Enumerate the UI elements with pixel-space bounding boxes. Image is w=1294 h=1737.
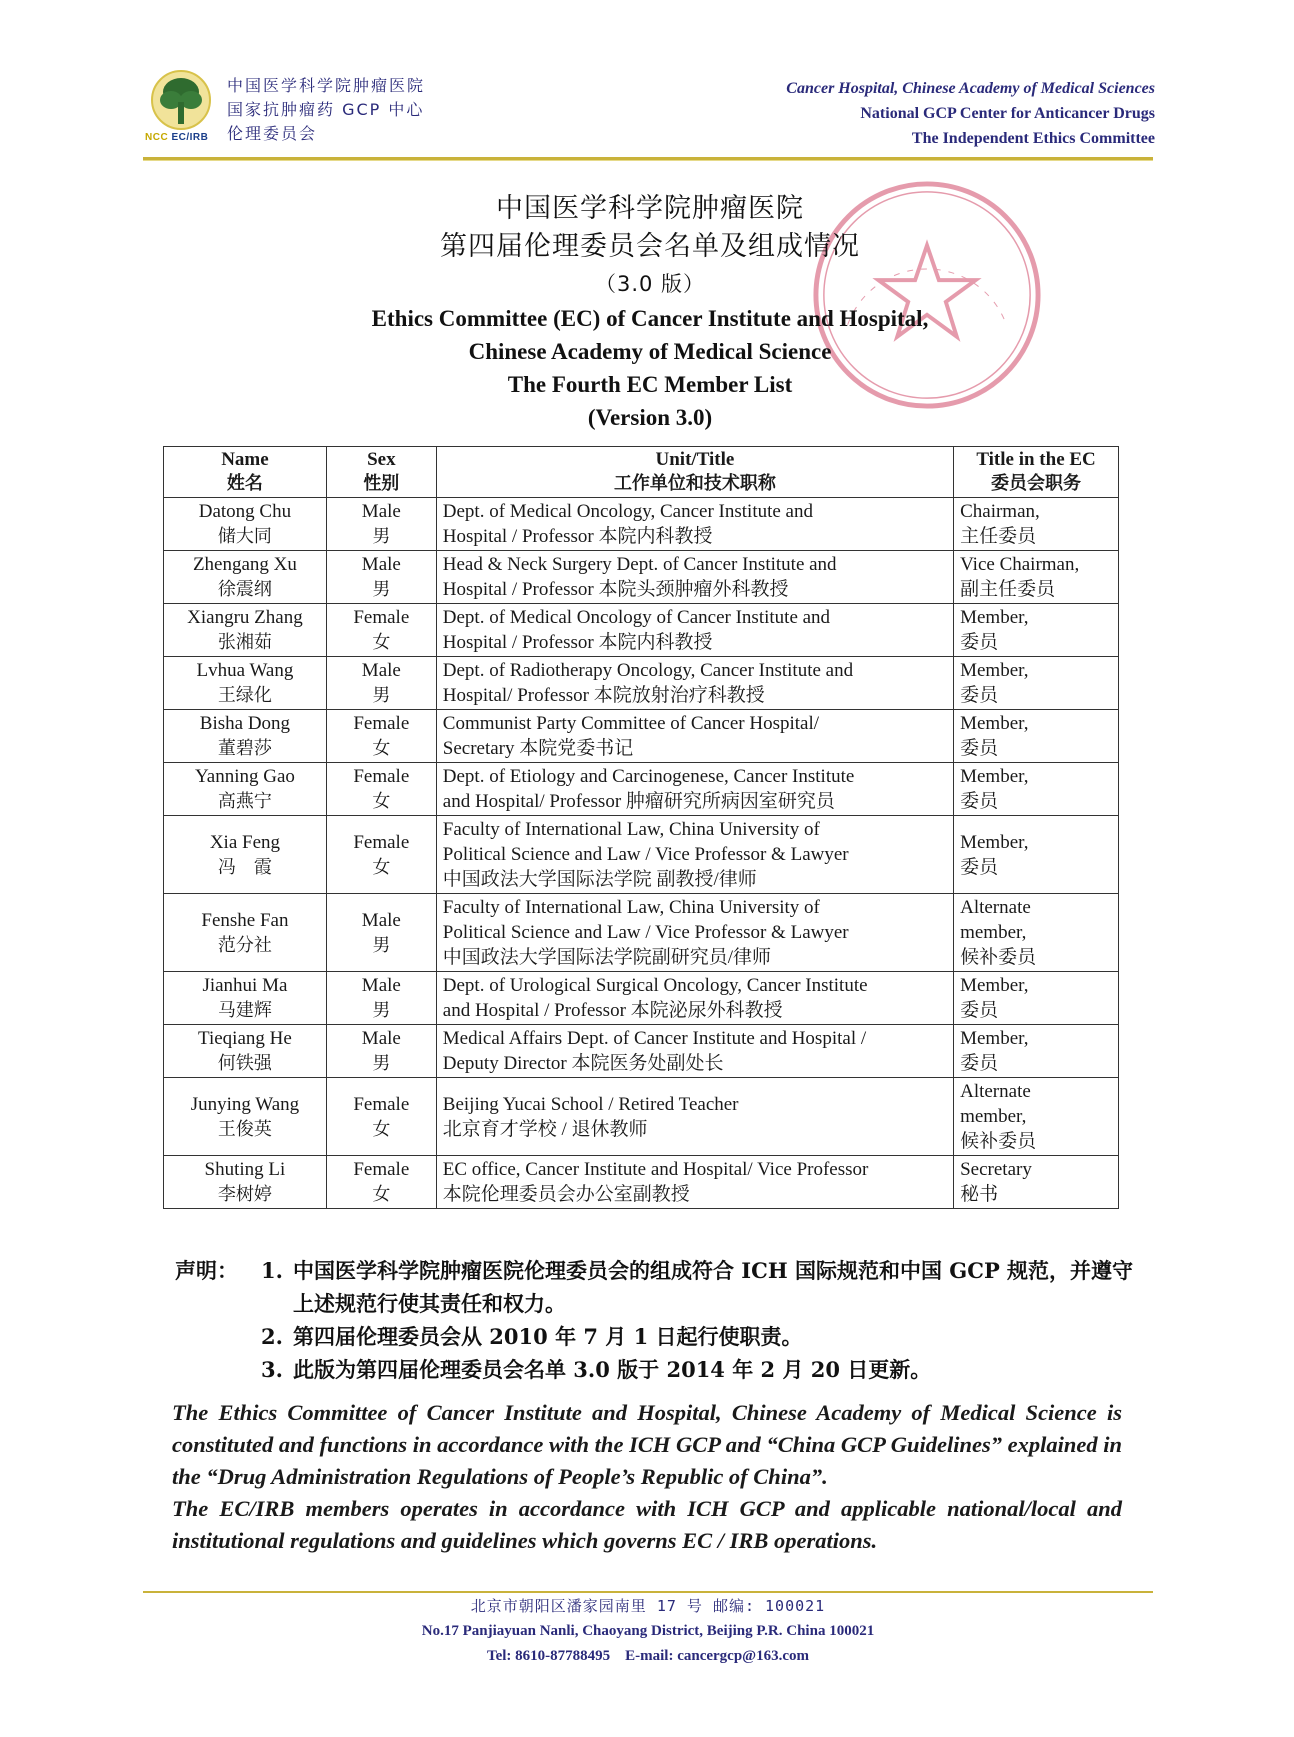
letterhead-cn-line: 国家抗肿瘤药 GCP 中心 — [227, 100, 425, 119]
member-name-cell: Xiangru Zhang 张湘茹 — [164, 604, 327, 657]
member-unit-cell: Dept. of Etiology and Carcinogenese, Cancer Institute and Hospital/ Professor 肿瘤研究所病因室研究员 — [436, 763, 953, 816]
statement-paragraph: The EC/IRB members operates in accordance with ICH GCP and applicable national/local and institutional regulations and guidelines which governs EC / IRB operations. — [172, 1496, 1122, 1553]
table-row — [164, 657, 1119, 710]
member-sex-cell: Male 男 — [326, 551, 436, 604]
letterhead-en-line: Cancer Hospital, Chinese Academy of Medical Sciences — [786, 80, 1155, 97]
member-role-cell: Chairman, 主任委员 — [954, 498, 1119, 551]
declaration — [175, 1254, 1135, 1386]
letterhead-en — [786, 76, 1155, 151]
member-unit-cell: Dept. of Medical Oncology of Cancer Institute and Hospital / Professor 本院内科教授 — [436, 604, 953, 657]
document-title — [250, 190, 1050, 434]
logo-caption: NCC EC/IRB — [145, 132, 209, 143]
table-row — [164, 1025, 1119, 1078]
title-en-line: Chinese Academy of Medical Science — [468, 339, 832, 364]
member-name-cell: Bisha Dong 董碧莎 — [164, 710, 327, 763]
column-header-unit: Unit/Title 工作单位和技术职称 — [436, 447, 953, 498]
title-cn-line: 第四届伦理委员会名单及组成情况 — [440, 231, 860, 262]
member-sex-cell: Female 女 — [326, 816, 436, 894]
table-header-row — [164, 447, 1119, 498]
member-unit-cell: Head & Neck Surgery Dept. of Cancer Institute and Hospital / Professor 本院头颈肿瘤外科教授 — [436, 551, 953, 604]
title-cn-line: 中国医学科学院肿瘤医院 — [496, 193, 804, 224]
member-role-cell: Vice Chairman, 副主任委员 — [954, 551, 1119, 604]
compliance-statement — [172, 1397, 1122, 1557]
member-name-cell: Lvhua Wang 王绿化 — [164, 657, 327, 710]
footer-address-cn: 北京市朝阳区潘家园南里 17 号 邮编: 100021 — [470, 1597, 826, 1615]
member-sex-cell: Male 男 — [326, 894, 436, 972]
member-unit-cell: Beijing Yucai School / Retired Teacher 北京育才学校 / 退休教师 — [436, 1078, 953, 1156]
member-unit-cell: Communist Party Committee of Cancer Hospital/ Secretary 本院党委书记 — [436, 710, 953, 763]
letterhead-en-line: The Independent Ethics Committee — [911, 130, 1155, 147]
table-row — [164, 710, 1119, 763]
member-unit-cell: Dept. of Urological Surgical Oncology, Cancer Institute and Hospital / Professor 本院泌尿外科教授 — [436, 972, 953, 1025]
table-row — [164, 894, 1119, 972]
member-name-cell: Jianhui Ma 马建辉 — [164, 972, 327, 1025]
member-name-cell: Fenshe Fan 范分社 — [164, 894, 327, 972]
declaration-label: 声明： — [175, 1258, 238, 1283]
member-role-cell: Member, 委员 — [954, 763, 1119, 816]
column-header-name: Name 姓名 — [164, 447, 327, 498]
member-name-cell: Datong Chu 储大同 — [164, 498, 327, 551]
footer-contact: Tel: 8610-87788495 E-mail: cancergcp@163.com — [486, 1648, 810, 1664]
title-en-line: The Fourth EC Member List — [507, 372, 793, 397]
member-sex-cell: Female 女 — [326, 1156, 436, 1209]
table-row — [164, 972, 1119, 1025]
table-row — [164, 763, 1119, 816]
footer-address-en: No.17 Panjiayuan Nanli, Chaoyang District, Beijing P.R. China 100021 — [421, 1623, 875, 1639]
member-role-cell: Member, 委员 — [954, 657, 1119, 710]
member-unit-cell: Faculty of International Law, China University of Political Science and Law / Vice Professor & Lawyer 中国政法大学国际法学院 副教授/律师 — [436, 816, 953, 894]
table-row — [164, 1156, 1119, 1209]
table-row — [164, 551, 1119, 604]
column-header-sex: Sex 性别 — [326, 447, 436, 498]
title-en-version: (Version 3.0) — [587, 405, 713, 430]
member-sex-cell: Female 女 — [326, 604, 436, 657]
table-row — [164, 498, 1119, 551]
member-sex-cell: Female 女 — [326, 1078, 436, 1156]
footer-rule — [143, 1591, 1153, 1593]
member-name-cell: Xia Feng 冯 霞 — [164, 816, 327, 894]
declaration-item: 3. 此版为第四届伦理委员会名单 3.0 版于 2014 年 2 月 20 日更新。 — [261, 1357, 932, 1382]
member-role-cell: Member, 委员 — [954, 710, 1119, 763]
member-role-cell: Secretary 秘书 — [954, 1156, 1119, 1209]
letterhead-cn — [227, 74, 425, 146]
member-unit-cell: Faculty of International Law, China University of Political Science and Law / Vice Professor & Lawyer 中国政法大学国际法学院副研究员/律师 — [436, 894, 953, 972]
member-role-cell: Alternate member, 候补委员 — [954, 894, 1119, 972]
table-row — [164, 1078, 1119, 1156]
member-sex-cell: Male 男 — [326, 498, 436, 551]
member-sex-cell: Male 男 — [326, 1025, 436, 1078]
member-sex-cell: Male 男 — [326, 972, 436, 1025]
member-table — [163, 446, 1119, 1209]
tree-logo-icon — [149, 70, 213, 132]
member-role-cell: Member, 委员 — [954, 604, 1119, 657]
member-unit-cell: Medical Affairs Dept. of Cancer Institute and Hospital / Deputy Director 本院医务处副处长 — [436, 1025, 953, 1078]
footer — [143, 1594, 1153, 1669]
member-name-cell: Yanning Gao 高燕宁 — [164, 763, 327, 816]
letterhead-en-line: National GCP Center for Anticancer Drugs — [860, 105, 1155, 122]
member-name-cell: Tieqiang He 何铁强 — [164, 1025, 327, 1078]
header-rule — [143, 157, 1153, 161]
letterhead-cn-line: 中国医学科学院肿瘤医院 — [227, 76, 426, 95]
member-sex-cell: Female 女 — [326, 763, 436, 816]
member-name-cell: Junying Wang 王俊英 — [164, 1078, 327, 1156]
title-cn-version: （3.0 版） — [594, 272, 706, 296]
member-name-cell: Zhengang Xu 徐震纲 — [164, 551, 327, 604]
title-en-line: Ethics Committee (EC) of Cancer Institute and Hospital, — [371, 306, 929, 331]
member-sex-cell: Male 男 — [326, 657, 436, 710]
table-row — [164, 604, 1119, 657]
member-sex-cell: Female 女 — [326, 710, 436, 763]
letterhead — [145, 62, 1155, 160]
member-role-cell: Member, 委员 — [954, 816, 1119, 894]
institution-logo — [145, 62, 225, 152]
letterhead-cn-line: 伦理委员会 — [227, 124, 318, 143]
member-name-cell: Shuting Li 李树婷 — [164, 1156, 327, 1209]
member-unit-cell: EC office, Cancer Institute and Hospital/ Vice Professor 本院伦理委员会办公室副教授 — [436, 1156, 953, 1209]
member-role-cell: Member, 委员 — [954, 1025, 1119, 1078]
declaration-item: 1. 中国医学科学院肿瘤医院伦理委员会的组成符合 ICH 国际规范和中国 GCP 规范，并遵守上述规范行使其责任和权力。 — [261, 1258, 1134, 1316]
member-role-cell: Member, 委员 — [954, 972, 1119, 1025]
statement-paragraph: The Ethics Committee of Cancer Institute and Hospital, Chinese Academy of Medical Science is constituted and functions in accordance with the ICH GCP and “China GCP Guidelines” explained in the “Drug Administration Regulations of People’s Republic of China”. — [172, 1400, 1122, 1489]
member-unit-cell: Dept. of Radiotherapy Oncology, Cancer Institute and Hospital/ Professor 本院放射治疗科教授 — [436, 657, 953, 710]
column-header-title: Title in the EC 委员会职务 — [954, 447, 1119, 498]
declaration-item: 2. 第四届伦理委员会从 2010 年 7 月 1 日起行使职责。 — [261, 1324, 803, 1349]
member-role-cell: Alternate member, 候补委员 — [954, 1078, 1119, 1156]
table-row — [164, 816, 1119, 894]
member-unit-cell: Dept. of Medical Oncology, Cancer Institute and Hospital / Professor 本院内科教授 — [436, 498, 953, 551]
